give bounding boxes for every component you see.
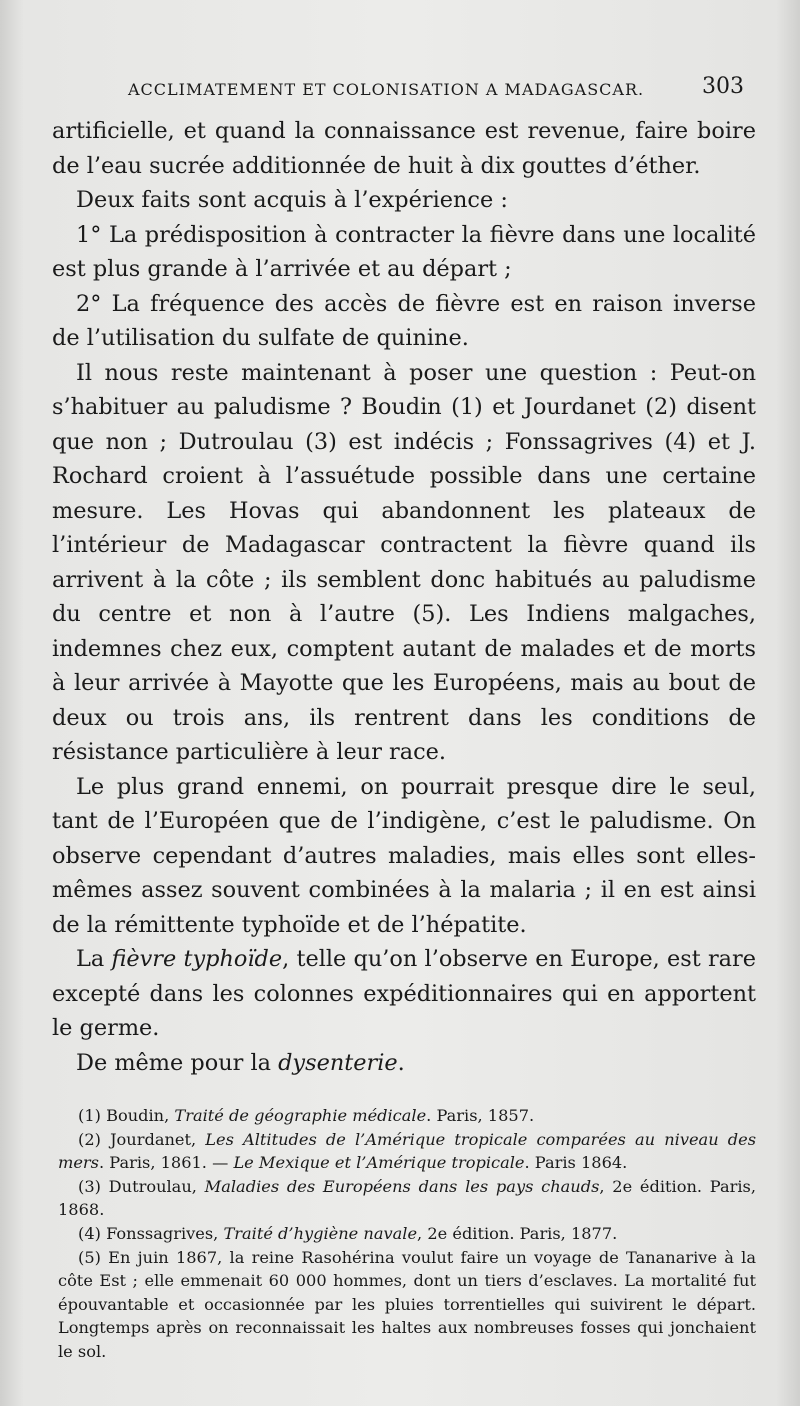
footnote-3 [58, 1175, 756, 1222]
text-run: , telle qu’on l’observe en Europe, est rare excepté dans les colonnes expéditionnaires qui en apportent le germe. [52, 946, 756, 1041]
paragraph [52, 1046, 756, 1081]
text-run: , 2e édition. Paris, 1868. [58, 1176, 756, 1220]
book-title: Traité d’hygiène navale [223, 1223, 418, 1243]
paragraph: 2° La fréquence des accès de fièvre est en raison inverse de l’utilisation du sulfate de quinine. [52, 290, 756, 351]
main-text [52, 114, 756, 1080]
text-run: , 2e édition. Paris, 1877. [417, 1223, 618, 1243]
page-number: 303 [702, 74, 744, 99]
text-run: La [76, 946, 112, 972]
text-run: (4) Fonssagrives, [78, 1223, 224, 1243]
italic-term: fièvre typhoïde [111, 946, 283, 972]
paragraph: Il nous reste maintenant à poser une question : Peut-on s’habituer au paludisme ? Boudin (1) et Jourdanet (2) disent que non ; Dutroulau (3) est indécis ; Fonssagrives (4) et J. Rochard croient à l’assuétude possible dans une certaine mesure. Les Hovas qui abandonnent les plateaux de l’intérieur de Madagascar contractent la fièvre quand ils arrivent à la côte ; ils semblent donc habitués au paludisme du centre et non à l’autre (5). Les Indiens malgaches, indemnes chez eux, comptent autant de malades et de morts à leur arrivée à Mayotte que les Européens, mais au bout de deux ou trois ans, ils rentrent dans les conditions de résistance particulière à leur race. [52, 359, 756, 765]
text-run: (2) Jourdanet, [78, 1129, 206, 1149]
paragraph: artificielle, et quand la connaissance est revenue, faire boire de l’eau sucrée additionnée de huit à dix gouttes d’éther. [52, 118, 756, 179]
text-run: . [397, 1049, 405, 1076]
paragraph: Deux faits sont acquis à l’expérience : [76, 187, 508, 213]
footnote-1 [58, 1104, 756, 1128]
text-run: De même pour la [76, 1049, 279, 1076]
text-run: (3) Dutroulau, [78, 1176, 205, 1196]
text-run: . Paris, 1857. [426, 1106, 535, 1125]
book-title: Le Mexique et l’Amérique tropicale [233, 1153, 525, 1173]
footnote-5: (5) En juin 1867, la reine Rasohérina voulut faire un voyage de Tananarive à la côte Est ; elle emmenait 60 000 hommes, dont un tiers d’esclaves. La mortalité fut épouvantable et occasionnée par les pluies torrentielles qui suivirent le départ. Longtemps après on reconnaissait les haltes aux nombreuses fosses qui jonchaient le sol. [58, 1247, 756, 1361]
footnotes [58, 1104, 756, 1364]
text-run: (1) Boudin, [78, 1106, 175, 1125]
running-title: ACCLIMATEMENT ET COLONISATION A MADAGASCAR. [128, 80, 645, 99]
book-title: Traité de géographie médicale [174, 1106, 427, 1125]
footnote-2 [58, 1128, 756, 1175]
running-header [128, 74, 744, 104]
book-title: Les Altitudes de l’Amérique tropicale comparées au niveau des mers [58, 1129, 756, 1173]
footnote-4 [58, 1222, 756, 1246]
paragraph: 1° La prédisposition à contracter la fièvre dans une localité est plus grande à l’arrivée et au départ ; [52, 221, 756, 282]
book-title: Maladies des Européens dans les pays chauds [204, 1176, 600, 1196]
text-run: . Paris, 1861. — [98, 1153, 234, 1173]
paragraph [52, 942, 756, 1046]
text-run: . Paris 1864. [524, 1153, 628, 1173]
paragraph: Le plus grand ennemi, on pourrait presque dire le seul, tant de l’Européen que de l’indigène, c’est le paludisme. On observe cependant d’autres maladies, mais elles sont elles-mêmes assez souvent combinées à la malaria ; il en est ainsi de la rémittente typhoïde et de l’hépatite. [52, 773, 756, 938]
italic-term: dysenterie [278, 1049, 398, 1076]
